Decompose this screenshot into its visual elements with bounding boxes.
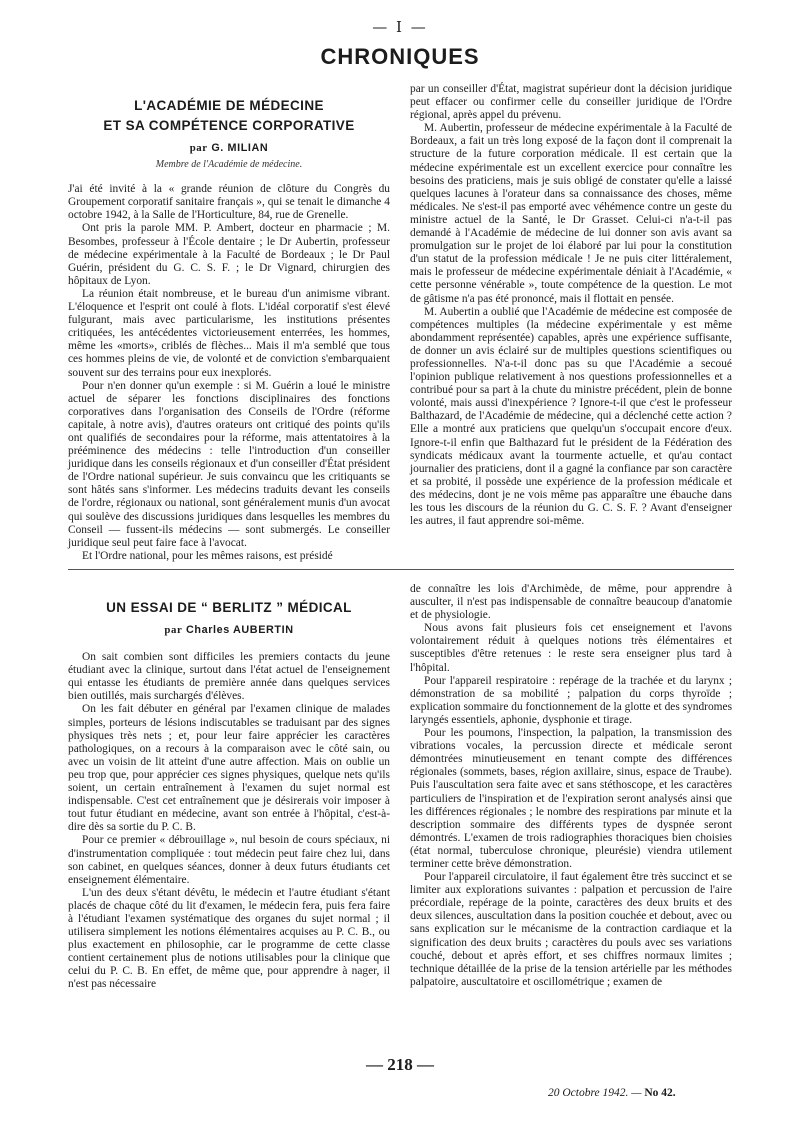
article1-title-line1: L'ACADÉMIE DE MÉDECINE	[134, 98, 324, 113]
paragraph: On sait combien sont difficiles les premiers contacts du jeune étudiant avec la clinique, surtout dans l'état actuel de l'enseignement qui entasse les étudiants de première année dans quelques services bien outillés, mais surchargés d'élèves.	[68, 651, 390, 703]
article1-right-column	[410, 83, 732, 528]
paragraph: par un conseiller d'État, magistrat supérieur dont la décision juridique peut effacer ou confirmer celle du conseiller juridique de l'Ordre régional, après appel du prévenu.	[410, 83, 732, 122]
paragraph: Pour n'en donner qu'un exemple : si M. Guérin a loué le ministre actuel de séparer les fonctions disciplinaires des fonctions corporatives dans l'organisation des Conseils de l'Ordre (réforme capitale, à notre avis), d'autres orateurs ont critiqué des points qu'ils ont qualifiés de secondaires pour la réforme, mais attentatoires à la prééminence des médecins : telle l'introduction d'un conseiller juridique dans les conseils régionaux et d'un conseiller d'État président de l'Ordre national supérieur. Je suis convaincu que les critiquants se sont hâtés sans s'informer. Les médecins traduits devant les conseils de l'ordre, régionaux ou national, sont généralement munis d'un avocat qui soulève des discussions juridiques dans lesquelles les membres du Conseil — fussent-ils médecins — sont submergés. Le conseiller juridique seul peut faire face à l'avocat.	[68, 379, 391, 549]
paragraph: Ont pris la parole MM. P. Ambert, docteur en pharmacie ; M. Besombes, professeur à l'École dentaire ; le Dr Aubertin, professeur de médecine expérimentale à la Faculté de Bordeaux ; le Dr Paul Guérin, président du G. C. S. F. ; le Dr Vignard, chirurgien des hôpitaux de Lyon.	[68, 222, 390, 287]
page-number: — 218 —	[366, 1055, 434, 1074]
article-divider	[68, 569, 734, 570]
paragraph: M. Aubertin, professeur de médecine expérimentale à la Faculté de Bordeaux, a fait un très long exposé de la façon dont il comprenait la structure de la future corporation médicale. Il est certain que la médecine expérimentale est un excellent exercice pour connaître les besoins des praticiens, mais je suis obligé de constater qu'elle a laissé quelques lacunes à l'orateur dans sa connaissance des choses, même médicales. Ne s'est-il pas emporté avec véhémence contre un geste du ministre actuel de la Santé, le Dr Grasset. Celui-ci n'a-t-il pas demandé à l'Académie de médecine de lui donner son avis avant sa promulgation sur le projet de loi élaboré par lui pour la constitution d'un statut de la profession médicale ! Je ne puis citer littéralement, mais le professeur de médecine expérimentale déniait à l'Académie, « cette personne vénérable », toute compétence de la question. Le mot de gâtisme n'a pas été prononcé, mais il flottait en pensée.	[410, 122, 732, 305]
paragraph: L'un des deux s'étant dévêtu, le médecin et l'autre étudiant s'étant placés de chaque côté du lit d'examen, le médecin fera, puis fera faire à l'étudiant l'examen systématique des organes du sujet normal ; il utilisera simplement les notions élémentaires acquises au P. C. B., ou plus exactement en philosophie, car le programme de cette classe contient certainement plus de notions utilisables pour la clinique que celui du P. C. B. En effet, de même que, pour apprendre à nager, il n'est pas nécessaire	[68, 886, 390, 991]
page-roman-numeral: — I —	[372, 18, 428, 36]
issue-date: 20 Octobre 1942. —	[548, 1087, 642, 1099]
paragraph: M. Aubertin a oublié que l'Académie de médecine est composée de compétences multiples (la médecine expérimentale y est même abondamment représentée) capables, après une expérience suffisante, de donner un avis éclairé sur de multiples questions scientifiques ou professionnelles. N'a-t-il donc pas su que l'Académie a secoué l'opinion publique relativement à nos questions professionnelles et a contribué pour sa part à la chute du ministre précédent, plein de bonne volonté, mais aussi d'inexpérience ? Ignore-t-il que c'est le professeur Balthazard, de l'Académie de médecine, qui a déclenché cette action ? Elle a montré aux praticiens que quelqu'un s'occupait encore d'eux. Ignore-t-il enfin que Balthazard fut le président de la Fédération des syndicats médicaux avant la tourmente actuelle, et qu'au contact journalier des praticiens, dont il a gagné la confiance par son caractère et sa probité, il possède une expérience de la profession médicale et des médecins, dont je ne vois même pas apparaître une ébauche dans les tous les discours de la réunion du G. C. S. F. ? Avant d'enseigner les autres, il faut apprendre soi-même.	[410, 305, 732, 528]
author-affiliation: Membre de l'Académie de médecine.	[155, 159, 303, 171]
article2-byline	[68, 624, 390, 637]
paragraph: Et l'Ordre national, pour les mêmes raisons, est présidé	[82, 549, 333, 562]
paragraph: Pour l'appareil circulatoire, il faut également être très succinct et se limiter aux explorations suivantes : palpation et percussion de l'aire précordiale, repérage de la pointe, caractères des deux bruits et des deux silences, auscultation dans la position couchée et debout, avec ou sans explication sur le mécanisme de la contraction cardiaque et la signification des deux bruits ; caractères du pouls avec ses variations couché, debout et après effort, et ses chiffres normaux limites ; technique détaillée de la prise de la tension artérielle par les méthodes palpatoire, auscultatoire et oscillométrique ; examen de	[410, 871, 733, 988]
section-masthead: CHRONIQUES	[320, 44, 480, 69]
issue-number: No 42.	[644, 1087, 676, 1099]
paragraph: Pour l'appareil respiratoire : repérage de la trachée et du larynx ; démonstration de sa mobilité ; palpation du corps thyroïde ; explication sommaire du fonctionnement de la glotte et des syndromes laryngés essentiels, aphonie, dysphonie et tirage.	[410, 674, 732, 726]
paragraph: de connaître les lois d'Archimède, de même, pour apprendre à ausculter, il n'est pas indispensable de connaître beaucoup d'anatomie et de physiologie.	[410, 583, 732, 622]
article1-byline	[68, 142, 390, 155]
author-name: G. MILIAN	[211, 142, 269, 154]
article2-right-column	[410, 583, 732, 989]
article1-left-column	[68, 96, 390, 563]
issue-dateline	[548, 1087, 676, 1099]
paragraph: La réunion était nombreuse, et le bureau d'un animisme vibrant. L'éloquence et l'esprit ont coulé à flots. L'idéal corporatif s'est élevé fulgurant, mais avec particularisme, les institutions présentes critiquées, les antécédentes victorieusement enterrées, les hommes, même les «morts», criblés de flèches... Mais il m'a semblé que tous ces hommes pleins de vie, de volonté et de conviction s'embarquaient souvent sur des terrains pour eux inexplorés.	[68, 287, 390, 379]
article2-title: UN ESSAI DE “ BERLITZ ” MÉDICAL	[106, 600, 352, 615]
article1-title-line2: ET SA COMPÉTENCE CORPORATIVE	[103, 118, 355, 133]
author-name: Charles AUBERTIN	[186, 624, 294, 636]
article2-left-column	[68, 598, 390, 992]
paragraph: Nous avons fait plusieurs fois cet enseignement et l'avons volontairement réduit à quelques notions très élémentaires et susceptibles d'être retenues : le reste sera enseigner plus tard à l'hôpital.	[410, 622, 732, 674]
paragraph: Pour ce premier « débrouillage », nul besoin de cours spéciaux, ni d'instrumentation compliquée : tout médecin peut faire chez lui, dans son cabinet, en quelques séances, donner à deux futurs étudiants cet enseignement élémentaire.	[68, 834, 390, 886]
byline-par: par	[164, 624, 183, 636]
paragraph: J'ai été invité à la « grande réunion de clôture du Congrès du Groupement corporatif sanitaire français », qui se tenait le dimanche 4 octobre 1942, à la Salle de l'Horticulture, 84, rue de Grenelle.	[68, 183, 390, 222]
byline-par: par	[189, 142, 208, 154]
paragraph: Pour les poumons, l'inspection, la palpation, la transmission des vibrations vocales, la percussion directe et médicale seront démontrées minutieusement en tenant compte des différences régionales (sommets, bases, région axillaire, sinus, espace de Traube). Puis l'auscultation sera faite avec et sans stéthoscope, et les caractères particuliers de l'inspiration et de l'expiration seront analysés ainsi que les différences régionales ; le nombre des respirations par minute et la description sommaire des différents types de dyspnée seront démontrés. L'examen de trois radiographies thoraciques bien choisies (état normal, tuberculose chronique, pleurésie) viendra utilement terminer cette brève démonstration.	[410, 727, 732, 870]
paragraph: On les fait débuter en général par l'examen clinique de malades simples, porteurs de lésions indiscutables se traduisant par des signes physiques très nets ; et, pour leur faire apprécier les caractères pathologiques, on a recours à la comparaison avec le côté sain, ou avec un voisin de lit atteint d'une autre affection. Mais on oublie un peu trop que, pour apprécier ces signes physiques, quelque nets qu'ils soient, un certain entraînement à l'examen du sujet normal est indispensable. C'est cet entraînement que je désirerais voir imposer à tout futur étudiant en médecine, avant son entrée à l'hôpital, c'est-à-dire dès sa sortie du P. C. B.	[68, 703, 390, 834]
